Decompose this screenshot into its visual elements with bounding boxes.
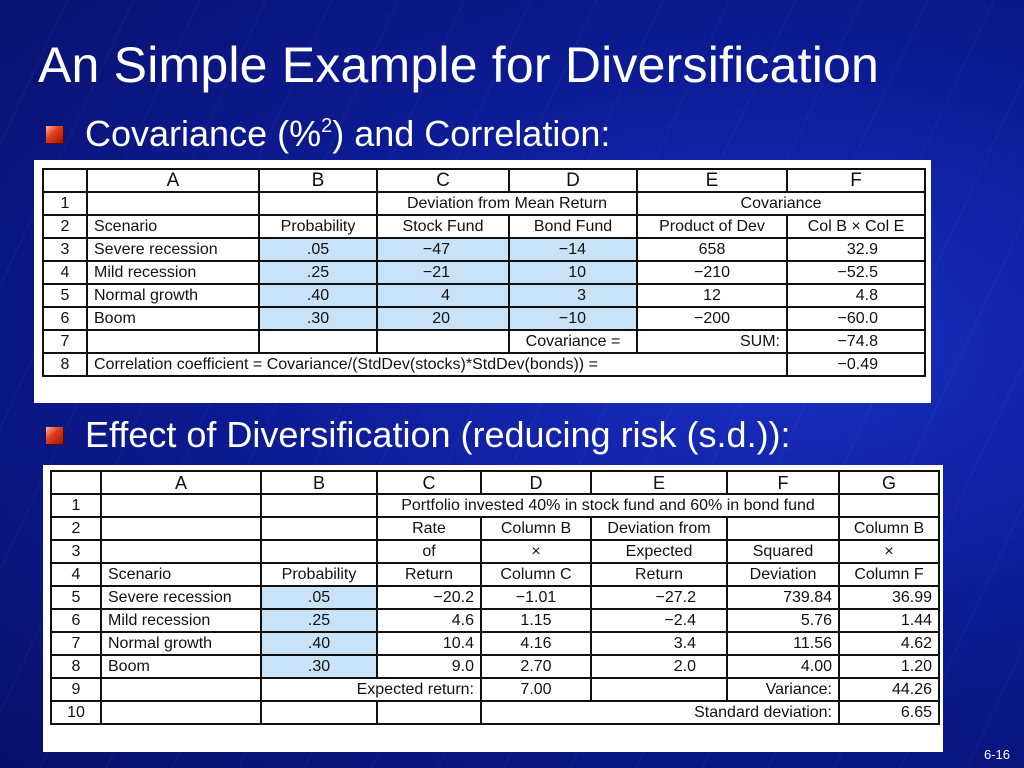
cell — [87, 192, 259, 215]
table-row — [43, 284, 925, 307]
col-header: C — [377, 471, 481, 494]
table-row — [43, 215, 925, 238]
cell — [377, 701, 481, 724]
cell — [259, 192, 377, 215]
row-number: 8 — [51, 655, 101, 678]
cell: Product of Dev — [637, 215, 787, 238]
covariance-table-panel — [34, 160, 931, 403]
cell: −27.2 — [591, 586, 727, 609]
cell: of — [377, 540, 481, 563]
cell — [101, 540, 261, 563]
cell — [261, 494, 377, 517]
cell: 4 — [377, 284, 509, 307]
cell: .30 — [261, 655, 377, 678]
cell: Stock Fund — [377, 215, 509, 238]
cell: 7.00 — [481, 678, 591, 701]
cell: 4.16 — [481, 632, 591, 655]
cell: .40 — [261, 632, 377, 655]
row-number: 5 — [43, 284, 87, 307]
cell: −60.0 — [787, 307, 925, 330]
cell — [261, 540, 377, 563]
expected-return-label: Expected return: — [261, 678, 481, 701]
correlation-formula-cell: Correlation coefficient = Covariance/(StdDev(stocks)*StdDev(bonds)) = — [87, 353, 787, 376]
cell: 739.84 — [727, 586, 839, 609]
cell — [101, 678, 261, 701]
col-header: F — [727, 471, 839, 494]
col-header: E — [591, 471, 727, 494]
cell: .05 — [259, 238, 377, 261]
cell: 4.6 — [377, 609, 481, 632]
cell: 2.0 — [591, 655, 727, 678]
cell: Return — [377, 563, 481, 586]
cell: −200 — [637, 307, 787, 330]
row-number: 4 — [43, 261, 87, 284]
cell: Scenario — [101, 563, 261, 586]
cell: −47 — [377, 238, 509, 261]
cell — [87, 330, 259, 353]
column-header-row — [51, 471, 939, 494]
row-number: 2 — [43, 215, 87, 238]
table-row — [51, 678, 939, 701]
cell: Column B — [481, 517, 591, 540]
row-number: 9 — [51, 678, 101, 701]
cell: −52.5 — [787, 261, 925, 284]
table-row — [43, 192, 925, 215]
cell: Col B × Col E — [787, 215, 925, 238]
cell: Covariance = — [509, 330, 637, 353]
cell: 1.20 — [839, 655, 939, 678]
col-header: D — [481, 471, 591, 494]
cell: −0.49 — [787, 353, 925, 376]
col-header: B — [261, 471, 377, 494]
row-number: 6 — [51, 609, 101, 632]
cell: Bond Fund — [509, 215, 637, 238]
cell: 3 — [509, 284, 637, 307]
cell: .25 — [259, 261, 377, 284]
cell: 20 — [377, 307, 509, 330]
col-header: G — [839, 471, 939, 494]
cell: −210 — [637, 261, 787, 284]
table-row — [43, 307, 925, 330]
col-header: C — [377, 169, 509, 192]
cell: × — [481, 540, 591, 563]
covariance-header-cell: Covariance — [637, 192, 925, 215]
table-row — [51, 632, 939, 655]
row-number: 6 — [43, 307, 87, 330]
cell: Mild recession — [87, 261, 259, 284]
cell — [259, 330, 377, 353]
cell: 44.26 — [839, 678, 939, 701]
row-number: 2 — [51, 517, 101, 540]
diversification-table — [50, 470, 940, 725]
cell: Severe recession — [101, 586, 261, 609]
cell: −74.8 — [787, 330, 925, 353]
row-number: 8 — [43, 353, 87, 376]
cell: −21 — [377, 261, 509, 284]
row-number: 7 — [43, 330, 87, 353]
slide-number: 6-16 — [983, 747, 1010, 762]
table-row — [51, 563, 939, 586]
cell: .25 — [261, 609, 377, 632]
cell: Boom — [101, 655, 261, 678]
table-row — [43, 353, 925, 376]
cell: 9.0 — [377, 655, 481, 678]
cell: Boom — [87, 307, 259, 330]
row-number: 5 — [51, 586, 101, 609]
cell: 4.00 — [727, 655, 839, 678]
bullet-covariance — [46, 112, 946, 156]
cell: × — [839, 540, 939, 563]
cell: 11.56 — [727, 632, 839, 655]
table-row — [51, 701, 939, 724]
cell — [839, 494, 939, 517]
cell: 5.76 — [727, 609, 839, 632]
cell: Probability — [261, 563, 377, 586]
row-number: 3 — [51, 540, 101, 563]
table-row — [43, 238, 925, 261]
cell: .30 — [259, 307, 377, 330]
cell: Severe recession — [87, 238, 259, 261]
cell: Column C — [481, 563, 591, 586]
table-row — [43, 261, 925, 284]
col-header: E — [637, 169, 787, 192]
cell: 3.4 — [591, 632, 727, 655]
col-header: A — [101, 471, 261, 494]
table-row — [51, 609, 939, 632]
cell: Expected — [591, 540, 727, 563]
cell: 36.99 — [839, 586, 939, 609]
col-header: A — [87, 169, 259, 192]
row-number: 3 — [43, 238, 87, 261]
table-row — [51, 655, 939, 678]
cell — [727, 517, 839, 540]
cell — [101, 517, 261, 540]
cell: Deviation — [727, 563, 839, 586]
cell — [377, 330, 509, 353]
row-number: 10 — [51, 701, 101, 724]
row-number: 1 — [43, 192, 87, 215]
cell — [261, 701, 377, 724]
portfolio-header-cell: Portfolio invested 40% in stock fund and 60% in bond fund — [377, 494, 839, 517]
cell: Column B — [839, 517, 939, 540]
cell: 32.9 — [787, 238, 925, 261]
cell: Normal growth — [101, 632, 261, 655]
cell: Return — [591, 563, 727, 586]
table-row — [51, 494, 939, 517]
table-row — [51, 540, 939, 563]
cell: Squared — [727, 540, 839, 563]
covariance-table — [42, 168, 926, 377]
cell: 12 — [637, 284, 787, 307]
cell: Column F — [839, 563, 939, 586]
cell: 4.62 — [839, 632, 939, 655]
slide-title: An Simple Example for Diversification — [38, 37, 880, 93]
bullet-square-icon — [46, 126, 63, 143]
cell: 658 — [637, 238, 787, 261]
bullet-diversification-text: Effect of Diversification (reducing risk (s.d.)): — [85, 414, 791, 455]
cell — [101, 701, 261, 724]
corner-cell — [51, 471, 101, 494]
col-header: F — [787, 169, 925, 192]
corner-cell — [43, 169, 87, 192]
cell: −10 — [509, 307, 637, 330]
cell: Deviation from — [591, 517, 727, 540]
cell — [101, 494, 261, 517]
deviation-header-cell: Deviation from Mean Return — [377, 192, 637, 215]
cell: −14 — [509, 238, 637, 261]
table-row — [51, 517, 939, 540]
cell: 6.65 — [839, 701, 939, 724]
cell: Mild recession — [101, 609, 261, 632]
cell: −1.01 — [481, 586, 591, 609]
diversification-table-panel — [43, 465, 943, 752]
cell: .05 — [261, 586, 377, 609]
column-header-row — [43, 169, 925, 192]
cell: Probability — [259, 215, 377, 238]
cell: Normal growth — [87, 284, 259, 307]
cell: 1.15 — [481, 609, 591, 632]
col-header: D — [509, 169, 637, 192]
cell: −20.2 — [377, 586, 481, 609]
cell: 10 — [509, 261, 637, 284]
cell: 2.70 — [481, 655, 591, 678]
table-row — [51, 586, 939, 609]
bullet-covariance-text: Covariance (%$^2$) and Correlation: — [85, 113, 611, 154]
cell — [591, 678, 727, 701]
cell — [261, 517, 377, 540]
cell: SUM: — [637, 330, 787, 353]
bullet-diversification — [46, 413, 946, 457]
col-header: B — [259, 169, 377, 192]
cell: 10.4 — [377, 632, 481, 655]
row-number: 7 — [51, 632, 101, 655]
table-row — [43, 330, 925, 353]
standard-deviation-label: Standard deviation: — [481, 701, 839, 724]
cell: Rate — [377, 517, 481, 540]
row-number: 4 — [51, 563, 101, 586]
cell: .40 — [259, 284, 377, 307]
cell: 4.8 — [787, 284, 925, 307]
cell: Scenario — [87, 215, 259, 238]
bullet-square-icon — [46, 427, 63, 444]
variance-label: Variance: — [727, 678, 839, 701]
row-number: 1 — [51, 494, 101, 517]
cell: −2.4 — [591, 609, 727, 632]
cell: 1.44 — [839, 609, 939, 632]
